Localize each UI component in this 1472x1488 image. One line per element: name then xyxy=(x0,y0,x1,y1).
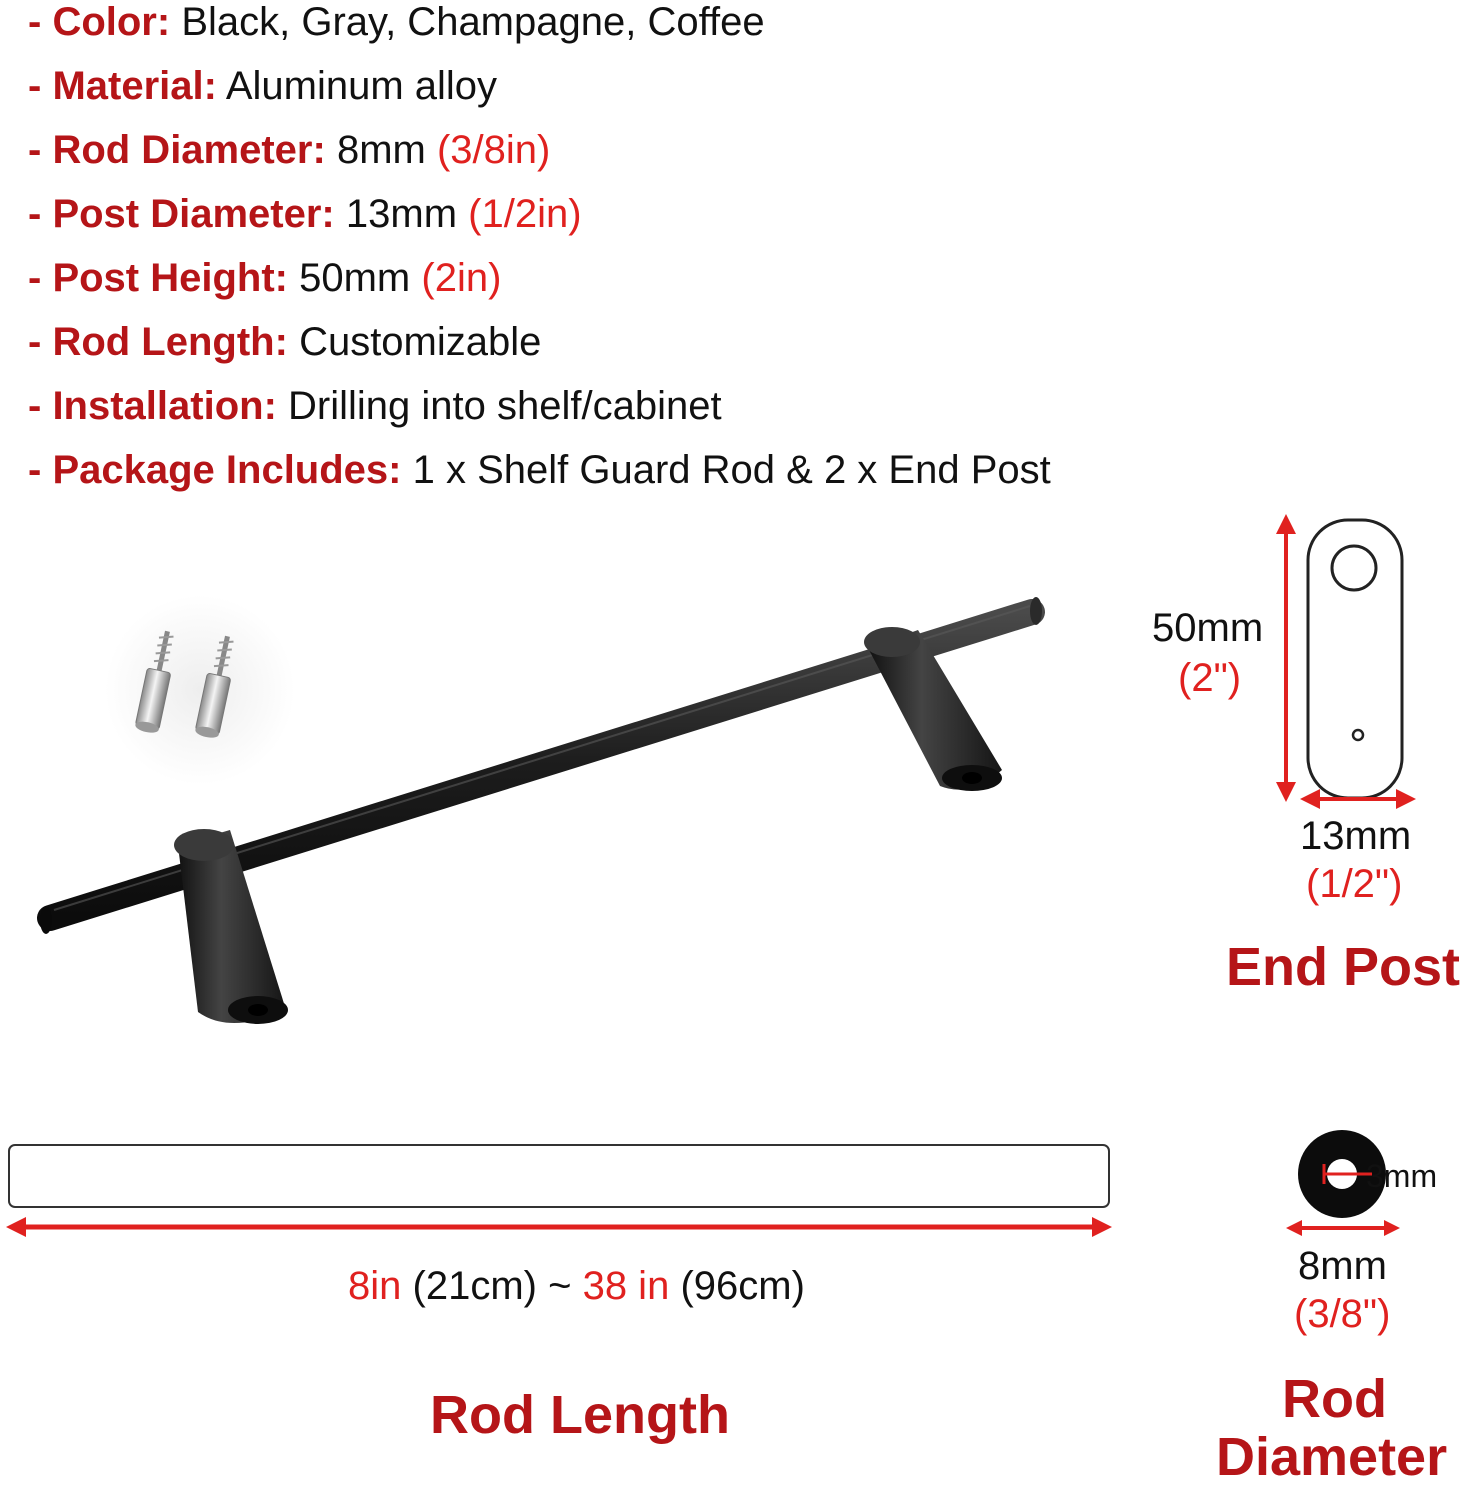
end-post-title: End Post xyxy=(1226,937,1461,997)
spec-color: - Color: Black, Gray, Champagne, Coffee xyxy=(28,0,765,44)
spec-label: Rod Length: xyxy=(52,320,288,364)
rod-diameter-title-line2: Diameter xyxy=(1216,1427,1448,1487)
spec-post-height: - Post Height: 50mm (2in) xyxy=(28,256,502,300)
rod-length-diagram xyxy=(4,1140,1114,1240)
spec-material: - Material: Aluminum alloy xyxy=(28,64,498,108)
spec-list xyxy=(28,0,1051,512)
rod-hole-mm: 3mm xyxy=(1366,1158,1438,1194)
spec-alt-unit: (1/2in) xyxy=(468,192,582,236)
spec-value: Aluminum alloy xyxy=(225,64,498,108)
rod-length-min-cm: (21cm) xyxy=(412,1264,537,1308)
spec-label: Post Diameter: xyxy=(52,192,335,236)
spec-alt-unit: (2in) xyxy=(421,256,502,300)
spec-value: 8mm xyxy=(336,128,426,172)
rod-length-sep: ~ xyxy=(548,1264,572,1308)
end-post-width-mm: 13mm xyxy=(1300,814,1412,858)
spec-label: Rod Diameter: xyxy=(52,128,326,172)
spec-value: Black, Gray, Champagne, Coffee xyxy=(181,0,765,44)
end-post-height-mm: 50mm xyxy=(1152,606,1264,650)
rod-diameter-mm: 8mm xyxy=(1298,1244,1387,1288)
spec-rod-diameter: - Rod Diameter: 8mm (3/8in) xyxy=(28,128,551,172)
shelf-guard-rod-icon xyxy=(30,590,1090,1050)
rod-length-title: Rod Length xyxy=(430,1385,730,1445)
spec-value: Customizable xyxy=(299,320,542,364)
spec-post-diameter: - Post Diameter: 13mm (1/2in) xyxy=(28,192,582,236)
spec-package: - Package Includes: 1 x Shelf Guard Rod & 2 x End Post xyxy=(28,448,1051,492)
end-post-width-arrow xyxy=(1304,789,1414,809)
spec-label: Post Height: xyxy=(52,256,288,300)
spec-value: Drilling into shelf/cabinet xyxy=(288,384,722,428)
spec-rod-length: - Rod Length: Customizable xyxy=(28,320,542,364)
rod-diameter-in: (3/8") xyxy=(1294,1292,1391,1336)
spec-value: 50mm xyxy=(299,256,411,300)
end-post-outline-icon xyxy=(1270,512,1450,812)
spec-label: Package Includes: xyxy=(52,448,402,492)
rod-length-max-cm: (96cm) xyxy=(680,1264,805,1308)
spec-label: Color: xyxy=(52,0,171,44)
spec-value: 13mm xyxy=(345,192,458,236)
rod-length-max-in: 38 in xyxy=(582,1264,670,1308)
spec-installation: - Installation: Drilling into shelf/cabinet xyxy=(28,384,722,428)
rod-length-min-in: 8in xyxy=(348,1264,402,1308)
rod-diameter-title-line1: Rod xyxy=(1282,1369,1387,1429)
spec-value: 1 x Shelf Guard Rod & 2 x End Post xyxy=(412,448,1051,492)
spec-label: Installation: xyxy=(52,384,277,428)
rod-length-range xyxy=(348,1264,805,1309)
spec-alt-unit: (3/8in) xyxy=(436,128,551,172)
end-post-height-in: (2") xyxy=(1178,656,1242,700)
spec-label: Material: xyxy=(52,64,217,108)
end-post-width-in: (1/2") xyxy=(1306,862,1403,906)
